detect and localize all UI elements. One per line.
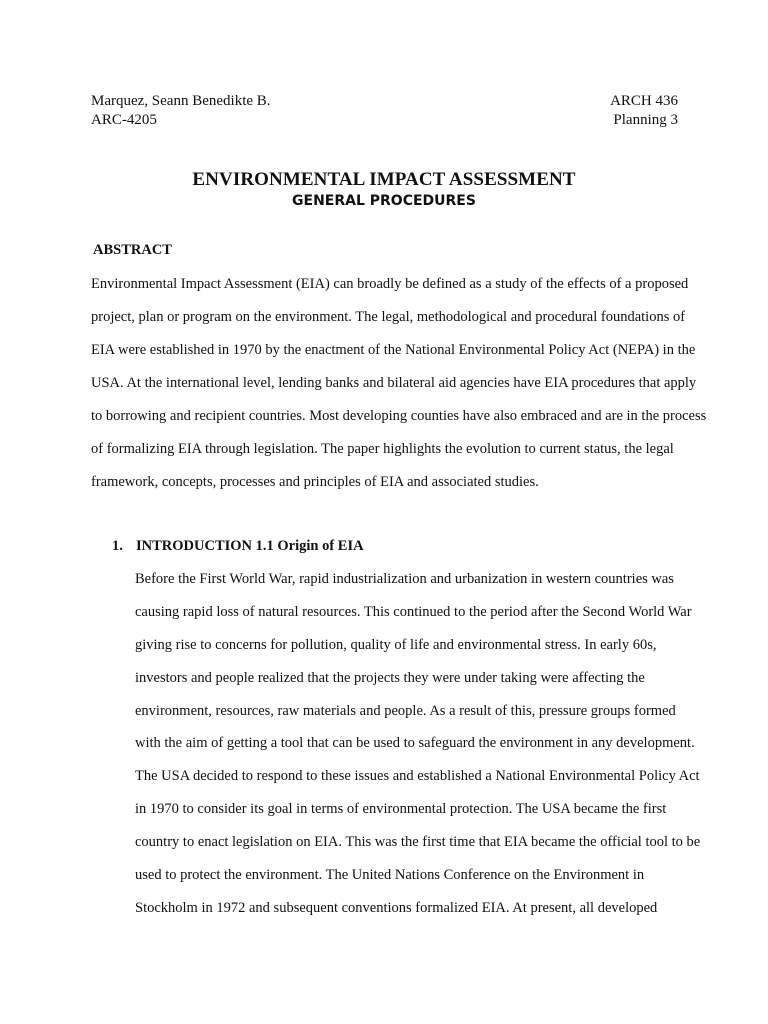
- abstract-paragraph: [91, 274, 707, 505]
- abstract-line: of formalizing EIA through legislation. The paper highlights the evolution to current status, the legal: [91, 441, 674, 457]
- body-line: country to enact legislation on EIA. This was the first time that EIA became the official tool to be: [135, 834, 701, 851]
- section-title: INTRODUCTION 1.1 Origin of EIA: [136, 538, 364, 554]
- abstract-line: USA. At the international level, lending banks and bilateral aid agencies have EIA procedures that apply: [91, 375, 697, 391]
- course-name: Planning 3: [613, 112, 678, 128]
- author-name: Marquez, Seann Benedikte B.: [91, 93, 271, 109]
- abstract-line: EIA were established in 1970 by the enactment of the National Environmental Policy Act (NEPA) in the: [91, 342, 696, 358]
- body-line: in 1970 to consider its goal in terms of environmental protection. The USA became the first: [135, 801, 667, 818]
- header-right-block: [610, 92, 678, 130]
- course-code: ARCH 436: [610, 93, 678, 109]
- document-title: ENVIRONMENTAL IMPACT ASSESSMENT: [192, 169, 576, 190]
- section-code: ARC-4205: [91, 112, 157, 128]
- body-line: environment, resources, raw materials and people. As a result of this, pressure groups formed: [135, 702, 676, 719]
- body-line: used to protect the environment. The United Nations Conference on the Environment in: [135, 867, 645, 884]
- header-left-block: [91, 92, 271, 130]
- body-line: causing rapid loss of natural resources. This continued to the period after the Second World War: [135, 603, 692, 620]
- body-line: Stockholm in 1972 and subsequent conventions formalized EIA. At present, all developed: [135, 899, 658, 916]
- body-line: with the aim of getting a tool that can be used to safeguard the environment in any development.: [135, 735, 695, 752]
- document-subtitle: GENERAL PROCEDURES: [292, 193, 476, 209]
- introduction-heading: [112, 537, 364, 555]
- abstract-line: Environmental Impact Assessment (EIA) can broadly be defined as a study of the effects of a proposed: [91, 276, 689, 292]
- body-line: Before the First World War, rapid industrialization and urbanization in western countries was: [135, 571, 674, 587]
- abstract-line: to borrowing and recipient countries. Most developing counties have also embraced and are in the process: [91, 408, 707, 424]
- introduction-paragraph: [135, 569, 701, 931]
- abstract-line: framework, concepts, processes and principles of EIA and associated studies.: [91, 474, 539, 490]
- section-number: 1.: [112, 538, 123, 554]
- abstract-heading: ABSTRACT: [93, 242, 172, 258]
- body-line: The USA decided to respond to these issues and established a National Environmental Policy Act: [135, 768, 700, 785]
- body-line: giving rise to concerns for pollution, quality of life and environmental stress. In early 60s,: [135, 636, 657, 653]
- body-line: investors and people realized that the projects they were under taking were affecting the: [135, 669, 645, 686]
- abstract-line: project, plan or program on the environment. The legal, methodological and procedural foundations of: [91, 309, 686, 325]
